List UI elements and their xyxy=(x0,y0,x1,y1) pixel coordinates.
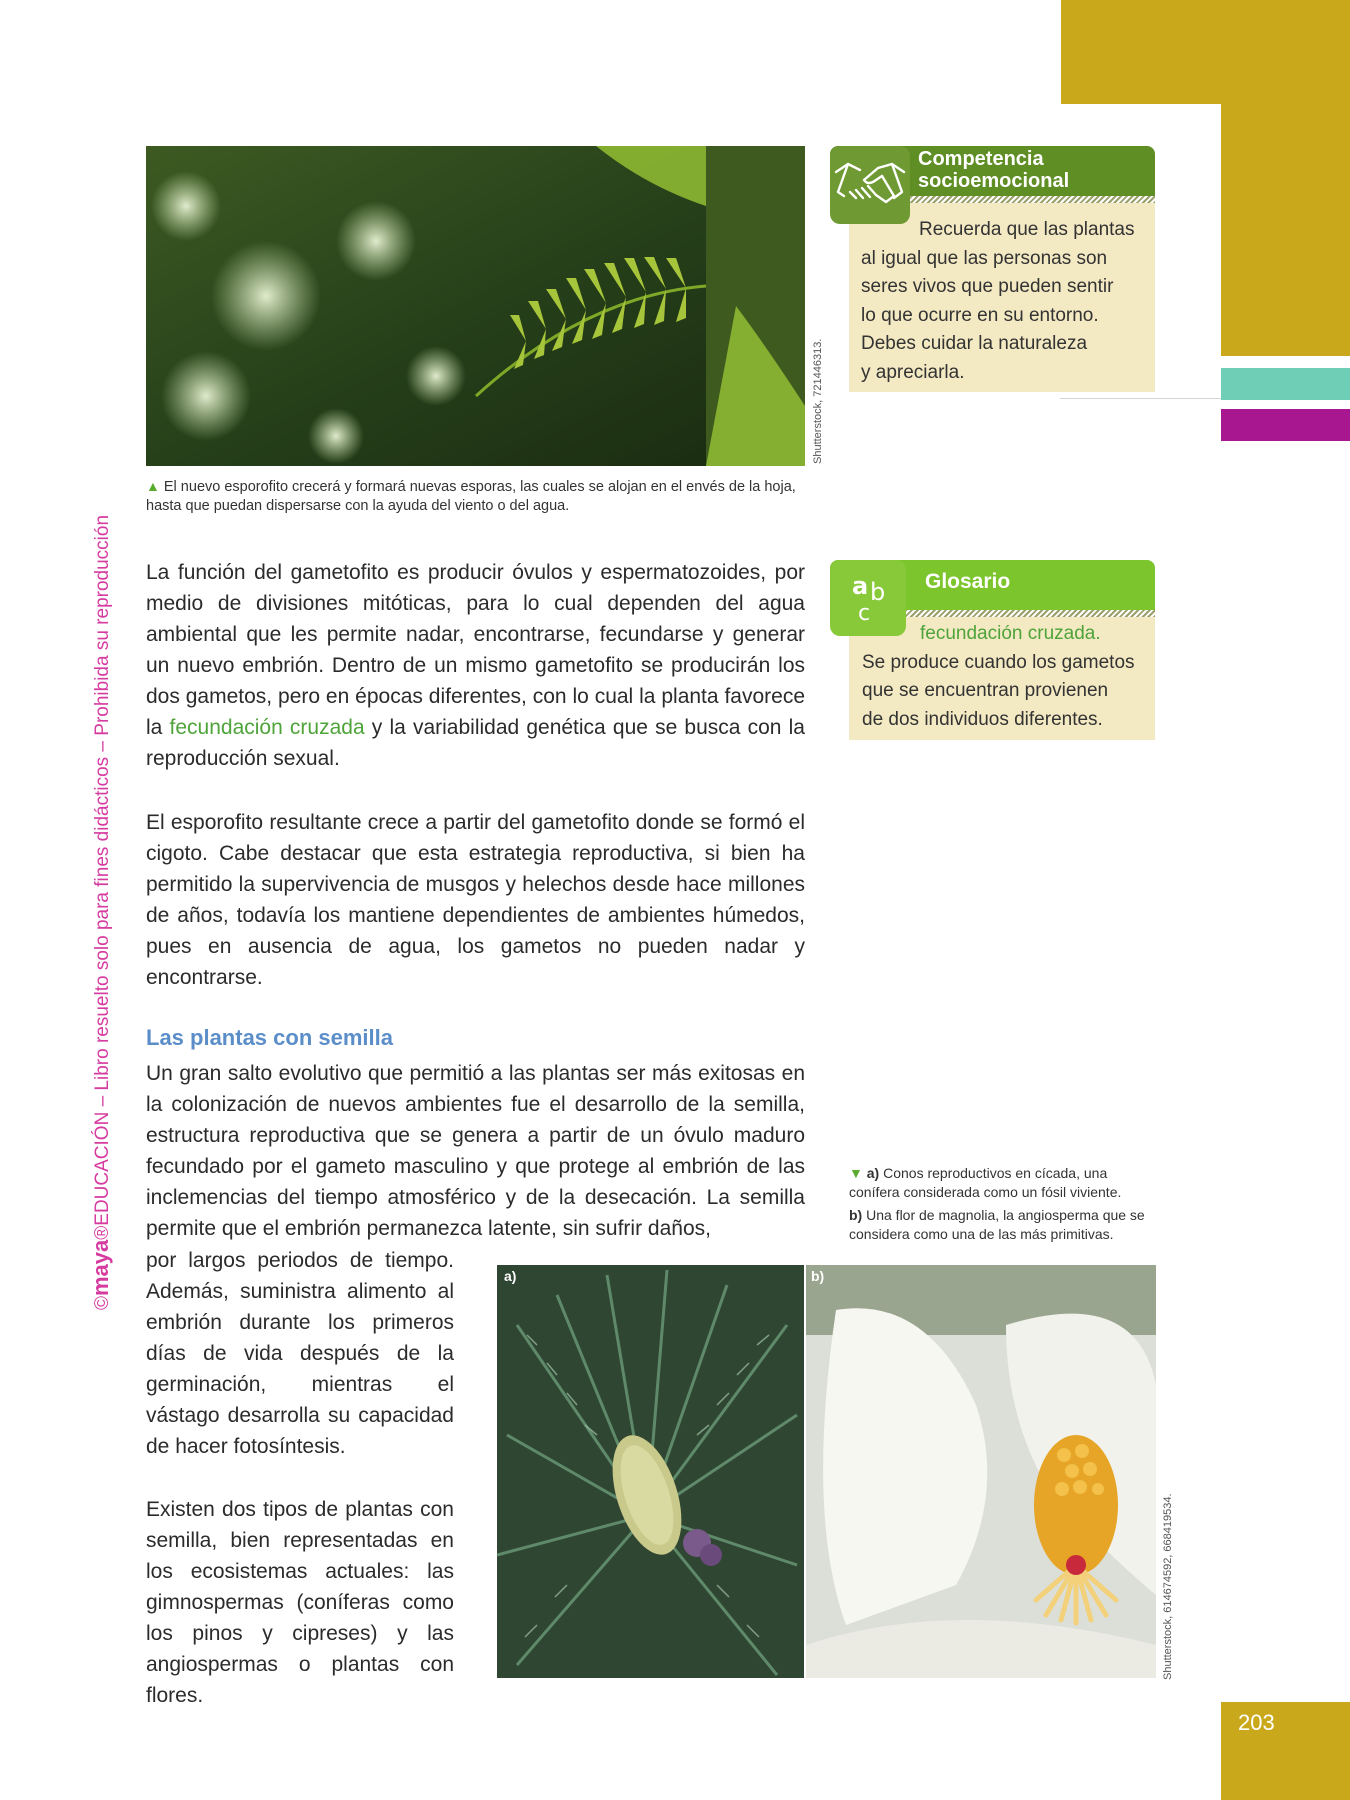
fern-photo xyxy=(146,146,805,466)
top-photo-caption xyxy=(146,477,806,516)
competencia-title-line2: socioemocional xyxy=(918,170,1070,192)
glosario-line: que se encuentran provienen xyxy=(862,680,1109,701)
triangle-down-icon: ▼ xyxy=(849,1165,863,1181)
cycad-photo xyxy=(497,1265,804,1678)
magnolia-photo xyxy=(806,1265,1156,1678)
svg-text:a: a xyxy=(852,572,869,600)
side-watermark xyxy=(88,515,114,1310)
svg-text:b: b xyxy=(870,578,886,606)
paragraph-1-text-end: y la variabilidad genética que se busca con la reproducción sexual. xyxy=(146,716,805,770)
competencia-line: al igual que las personas son xyxy=(861,247,1108,269)
watermark-brand: maya xyxy=(88,1239,113,1296)
decorative-gold-band xyxy=(1061,0,1350,104)
caption-b-text: Una flor de magnolia, la angiosperma que se considera como una de las más primitivas. xyxy=(849,1207,1145,1242)
glosario-line: de dos individuos diferentes. xyxy=(862,708,1103,730)
bottom-photos-caption xyxy=(849,1164,1156,1244)
caption-b-label: b) xyxy=(849,1207,863,1223)
handshake-icon xyxy=(830,146,910,224)
page-number: 203 xyxy=(1238,1710,1275,1735)
competencia-title-line1: Competencia xyxy=(918,148,1044,170)
glosario-text xyxy=(862,620,1135,734)
competencia-text xyxy=(861,216,1134,387)
watermark-text: EDUCACIÓN – Libro resuelto solo para fines didácticos – Prohibida su reproducción xyxy=(92,514,113,1226)
decorative-magenta-bar xyxy=(1221,409,1350,441)
decorative-gold-bar xyxy=(1221,104,1350,356)
competencia-title xyxy=(918,148,1069,192)
paragraph-3-continued: por largos periodos de tiempo. Además, suministra alimento al embrión durante los primeros días de vida después de la germinación, mientras el vástago desarrolla su capacidad de hacer fotosíntesis. xyxy=(146,1249,454,1458)
top-photo-caption-text: El nuevo esporofito crecerá y formará nuevas esporas, las cuales se alojan en el envés de la hoja, hasta que puedan dispersarse con la ayuda del viento o del agua. xyxy=(146,479,796,514)
decorative-teal-bar xyxy=(1221,368,1350,400)
photo-label-b: b) xyxy=(811,1268,825,1284)
caption-a-label: a) xyxy=(866,1165,880,1181)
caption-b xyxy=(849,1206,1156,1244)
caption-a xyxy=(849,1164,1156,1202)
top-photo-credit: Shutterstock, 721446313. xyxy=(812,338,824,464)
paragraph-3: Un gran salto evolutivo que permitió a las plantas ser más exitosas en la colonización de nuevos ambientes fue el desarrollo de la semilla, estructura reproductiva que se genera a partir de un óvulo maduro fecundado por el gameto masculino y que protege al embrión de las inclemencias del tiempo atmosférico y de la desecación. La semilla permite que el embrión permanezca latente, sin sufrir daños, xyxy=(146,1062,805,1240)
decorative-divider xyxy=(1060,398,1221,399)
paragraph-2: El esporofito resultante crece a partir del gametofito donde se formó el cigoto. Cabe destacar que esta estrategia reproductiva, si bien ha permitido la supervivencia de musgos y helechos desde hace millones de años, todavía los mantiene dependientes de ambientes húmedos, pues en ausencia de agua, los gametos no pueden nadar y encontrarse. xyxy=(146,811,805,989)
paragraph-1 xyxy=(146,557,805,774)
bottom-photos-credit: Shutterstock, 614674592, 668419534. xyxy=(1162,1493,1174,1680)
paragraph-1-highlight: fecundación cruzada xyxy=(169,716,365,739)
glosario-term: fecundación cruzada. xyxy=(920,623,1101,644)
competencia-header-stripes xyxy=(905,196,1155,203)
section-title: Las plantas con semilla xyxy=(146,1025,393,1050)
competencia-line: seres vivos que pueden sentir xyxy=(861,276,1114,297)
watermark-registered: ® xyxy=(92,1225,113,1240)
watermark-copyright: © xyxy=(92,1296,113,1310)
glosario-line: Se produce cuando los gametos xyxy=(862,651,1135,673)
competencia-line: y apreciarla. xyxy=(861,361,965,383)
paragraph-4: Existen dos tipos de plantas con semilla, bien representadas en los ecosistemas actuales: las gimnospermas (coníferas como los pinos y cipreses) y las angiospermas o plantas con flores. xyxy=(146,1498,454,1707)
competencia-line: Recuerda que las plantas xyxy=(919,219,1135,240)
competencia-line: Debes cuidar la naturaleza xyxy=(861,333,1088,354)
competencia-line: lo que ocurre en su entorno. xyxy=(861,304,1099,326)
caption-a-text: Conos reproductivos en cícada, una conífera considerada como un fósil viviente. xyxy=(849,1165,1122,1200)
paragraph-1-text: La función del gametofito es producir óvulos y espermatozoides, por medio de divisiones mitóticas, para lo cual dependen del agua ambiental que les permite nadar, encontrarse, fecundarse y generar un nuevo embrión. Dentro de un mismo gametofito se producirán los dos gametos, pero en épocas diferentes, con lo cual la planta favorece la xyxy=(146,561,805,739)
triangle-up-icon: ▲ xyxy=(146,478,160,494)
glosario-title: Glosario xyxy=(925,570,1011,593)
svg-text:c: c xyxy=(858,601,871,626)
photo-label-a: a) xyxy=(504,1268,517,1284)
glosario-header-stripes xyxy=(905,610,1155,617)
